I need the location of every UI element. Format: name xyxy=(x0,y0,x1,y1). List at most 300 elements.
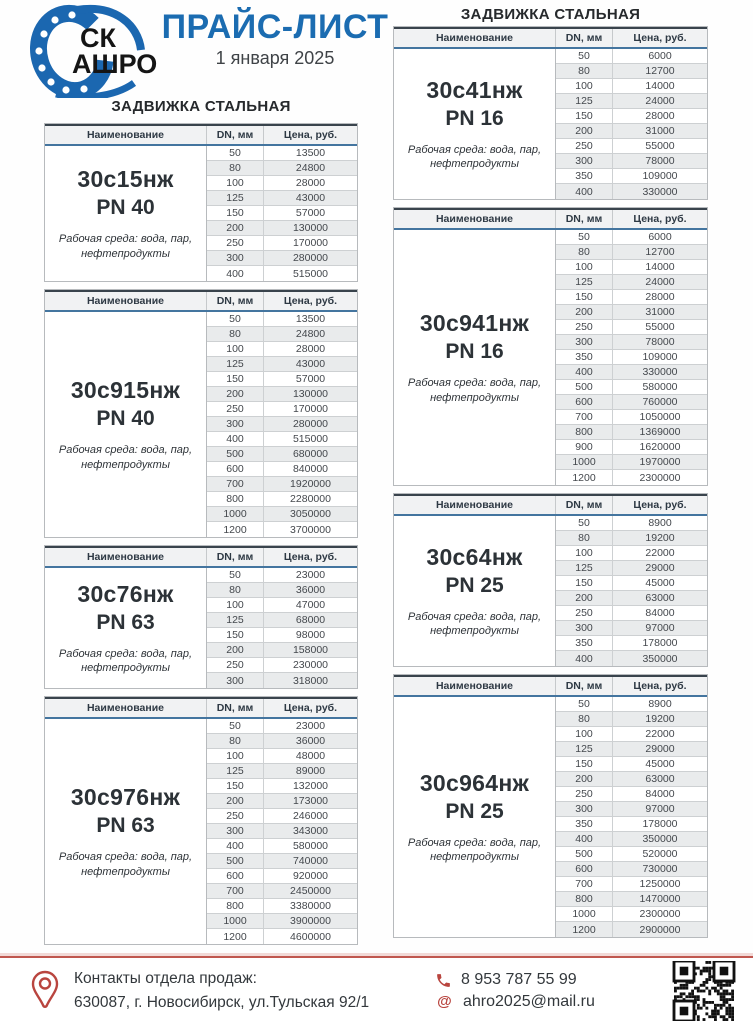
price-value: 2280000 xyxy=(290,493,331,505)
table-header-row xyxy=(394,208,707,230)
price-value: 23000 xyxy=(295,569,326,581)
table-row xyxy=(207,673,357,688)
table-row xyxy=(207,643,357,658)
dn-value: 50 xyxy=(207,568,264,582)
dn-value: 125 xyxy=(207,764,264,778)
table-row xyxy=(207,598,357,613)
price-value: 840000 xyxy=(292,463,329,475)
price-value: 158000 xyxy=(292,644,329,656)
product-table xyxy=(393,26,708,200)
product-pressure-rating: PN 16 xyxy=(445,106,504,130)
column-header-name: Наименование xyxy=(394,496,556,514)
title-block xyxy=(150,8,400,69)
price-value: 24000 xyxy=(645,276,675,288)
price-value: 31000 xyxy=(645,306,675,318)
table-row xyxy=(207,462,357,477)
dn-value: 80 xyxy=(207,734,264,748)
phone-number: 8 953 787 55 99 xyxy=(461,971,577,988)
dn-value: 50 xyxy=(207,146,264,160)
contacts-label: Контакты отдела продаж: xyxy=(74,969,257,987)
product-medium-note: Рабочая среда: вода, пар, нефтепродукты xyxy=(58,647,193,674)
dn-value: 1000 xyxy=(556,907,613,921)
price-value: 55000 xyxy=(645,321,675,333)
table-row xyxy=(207,854,357,869)
product-name: 30с941нж xyxy=(419,310,530,337)
table-row xyxy=(207,266,357,281)
dn-value: 1200 xyxy=(207,522,264,537)
dn-value: 50 xyxy=(207,719,264,733)
column-header-dn: DN, мм xyxy=(556,496,613,514)
dn-value: 100 xyxy=(207,598,264,612)
dn-value: 200 xyxy=(207,794,264,808)
section-title-right: ЗАДВИЖКА СТАЛЬНАЯ xyxy=(460,6,641,23)
product-info-cell xyxy=(45,146,207,281)
dn-value: 80 xyxy=(207,327,264,341)
price-value: 29000 xyxy=(645,743,675,755)
price-value: 920000 xyxy=(292,870,329,882)
dn-value: 200 xyxy=(207,387,264,401)
dn-value: 500 xyxy=(207,854,264,868)
table-row xyxy=(207,794,357,809)
table-body xyxy=(394,516,707,666)
column-header-name: Наименование xyxy=(45,548,207,566)
dn-value: 800 xyxy=(207,899,264,913)
price-value: 170000 xyxy=(292,403,329,415)
product-pressure-rating: PN 63 xyxy=(96,814,155,838)
tables-right xyxy=(393,26,708,938)
price-value: 230000 xyxy=(292,659,329,671)
dn-value: 150 xyxy=(207,206,264,220)
dn-value: 100 xyxy=(207,342,264,356)
price-value: 14000 xyxy=(645,261,675,273)
dn-value: 300 xyxy=(556,154,613,168)
price-value: 3900000 xyxy=(290,915,331,927)
table-row xyxy=(556,802,707,817)
price-value: 97000 xyxy=(645,803,675,815)
price-value: 6000 xyxy=(648,231,672,243)
price-value: 45000 xyxy=(645,577,675,589)
product-name: 30с915нж xyxy=(70,377,181,404)
price-value: 28000 xyxy=(295,177,326,189)
price-value: 84000 xyxy=(645,788,675,800)
table-row xyxy=(556,832,707,847)
table-body xyxy=(394,230,707,485)
dn-value: 150 xyxy=(207,779,264,793)
dn-value: 100 xyxy=(207,176,264,190)
price-rows xyxy=(556,697,707,937)
table-row xyxy=(556,636,707,651)
price-value: 24800 xyxy=(295,328,326,340)
dn-value: 250 xyxy=(207,236,264,250)
table-row xyxy=(556,561,707,576)
product-table xyxy=(393,207,708,486)
table-row xyxy=(207,357,357,372)
table-row xyxy=(207,839,357,854)
table-header-row xyxy=(394,494,707,516)
table-row xyxy=(207,719,357,734)
product-pressure-rating: PN 40 xyxy=(96,407,155,431)
dn-value: 125 xyxy=(207,613,264,627)
price-value: 1470000 xyxy=(639,893,681,905)
table-row xyxy=(556,184,707,199)
table-row xyxy=(207,492,357,507)
price-value: 109000 xyxy=(642,170,678,182)
table-body xyxy=(394,697,707,937)
price-value: 6000 xyxy=(648,50,672,62)
product-medium-note: Рабочая среда: вода, пар, нефтепродукты xyxy=(407,377,542,404)
price-rows xyxy=(207,146,357,281)
table-row xyxy=(207,206,357,221)
dn-value: 1000 xyxy=(207,507,264,521)
location-pin-icon xyxy=(30,970,60,1012)
price-value: 520000 xyxy=(642,848,678,860)
product-table xyxy=(44,545,358,689)
table-row xyxy=(207,734,357,749)
dn-value: 250 xyxy=(207,402,264,416)
dn-value: 800 xyxy=(207,492,264,506)
dn-value: 400 xyxy=(556,365,613,379)
dn-value: 80 xyxy=(207,161,264,175)
price-value: 1050000 xyxy=(639,411,681,423)
table-row xyxy=(556,922,707,937)
dn-value: 300 xyxy=(207,824,264,838)
table-row xyxy=(556,651,707,666)
product-name: 30с64нж xyxy=(426,543,523,570)
column-header-price: Цена, руб. xyxy=(633,32,687,44)
dn-value: 800 xyxy=(556,425,613,439)
dn-value: 500 xyxy=(556,380,613,394)
table-row xyxy=(207,146,357,161)
product-table xyxy=(44,289,358,538)
table-row xyxy=(556,697,707,712)
table-row xyxy=(207,869,357,884)
dn-value: 700 xyxy=(207,477,264,491)
price-value: 78000 xyxy=(645,336,675,348)
price-value: 14000 xyxy=(645,80,675,92)
dn-value: 350 xyxy=(556,817,613,831)
dn-value: 100 xyxy=(556,79,613,93)
product-pressure-rating: PN 25 xyxy=(445,799,504,823)
table-row xyxy=(207,583,357,598)
table-row xyxy=(556,440,707,455)
dn-value: 600 xyxy=(207,462,264,476)
table-row xyxy=(207,628,357,643)
table-row xyxy=(556,109,707,124)
dn-value: 125 xyxy=(207,191,264,205)
product-name: 30с976нж xyxy=(70,784,181,811)
dn-value: 125 xyxy=(556,94,613,108)
price-date: 1 января 2025 xyxy=(215,48,335,68)
dn-value: 250 xyxy=(207,809,264,823)
price-value: 2300000 xyxy=(639,908,681,920)
price-value: 29000 xyxy=(645,562,675,574)
price-value: 760000 xyxy=(642,396,678,408)
price-value: 350000 xyxy=(642,833,678,845)
price-value: 31000 xyxy=(645,125,675,137)
product-name: 30с76нж xyxy=(77,580,174,607)
product-info-cell xyxy=(394,49,556,199)
column-left xyxy=(44,98,358,952)
product-medium-note: Рабочая среда: вода, пар, нефтепродукты xyxy=(58,851,193,878)
price-value: 580000 xyxy=(292,840,329,852)
dn-value: 600 xyxy=(556,862,613,876)
table-row xyxy=(556,275,707,290)
dn-value: 300 xyxy=(556,621,613,635)
table-row xyxy=(207,929,357,944)
column-header-dn: DN, мм xyxy=(556,677,613,695)
column-right xyxy=(393,26,708,945)
table-row xyxy=(207,387,357,402)
price-value: 8900 xyxy=(648,698,672,710)
product-info-cell xyxy=(394,697,556,937)
price-value: 57000 xyxy=(295,373,326,385)
dn-value: 200 xyxy=(207,221,264,235)
price-rows xyxy=(556,49,707,199)
product-pressure-rating: PN 16 xyxy=(445,340,504,364)
table-row xyxy=(556,877,707,892)
dn-value: 1200 xyxy=(207,929,264,944)
logo-text xyxy=(72,23,158,79)
price-value: 48000 xyxy=(295,750,326,762)
price-value: 178000 xyxy=(642,637,678,649)
table-row xyxy=(207,191,357,206)
column-header-dn: DN, мм xyxy=(207,699,264,717)
table-row xyxy=(207,507,357,522)
footer-phone-email-block xyxy=(435,971,655,1011)
price-value: 12700 xyxy=(645,246,675,258)
price-value: 1970000 xyxy=(639,456,681,468)
price-value: 680000 xyxy=(292,448,329,460)
table-row xyxy=(556,576,707,591)
dn-value: 500 xyxy=(207,447,264,461)
price-value: 23000 xyxy=(295,720,326,732)
table-row xyxy=(556,516,707,531)
price-value: 132000 xyxy=(292,780,329,792)
price-value: 2900000 xyxy=(639,923,681,936)
dn-value: 150 xyxy=(556,290,613,304)
dn-value: 80 xyxy=(556,712,613,726)
table-row xyxy=(207,824,357,839)
product-medium-note: Рабочая среда: вода, пар, нефтепродукты xyxy=(407,610,542,637)
table-row xyxy=(556,727,707,742)
column-header-price: Цена, руб. xyxy=(633,680,687,692)
dn-value: 350 xyxy=(556,350,613,364)
table-row xyxy=(556,365,707,380)
table-header-row xyxy=(45,124,357,146)
table-body xyxy=(45,568,357,688)
dn-value: 1200 xyxy=(556,470,613,485)
dn-value: 800 xyxy=(556,892,613,906)
table-row xyxy=(556,470,707,485)
dn-value: 50 xyxy=(556,516,613,530)
column-header-name: Наименование xyxy=(45,699,207,717)
table-row xyxy=(207,522,357,537)
price-value: 63000 xyxy=(645,773,675,785)
price-value: 350000 xyxy=(642,652,678,665)
price-value: 55000 xyxy=(645,140,675,152)
price-value: 24800 xyxy=(295,162,326,174)
price-value: 330000 xyxy=(642,366,678,378)
table-row xyxy=(207,161,357,176)
phone-icon xyxy=(435,972,452,989)
table-row xyxy=(207,342,357,357)
dn-value: 150 xyxy=(556,757,613,771)
table-row xyxy=(207,749,357,764)
dn-value: 100 xyxy=(556,260,613,274)
product-medium-note: Рабочая среда: вода, пар, нефтепродукты xyxy=(407,143,542,170)
table-row xyxy=(556,380,707,395)
table-row xyxy=(207,809,357,824)
column-header-price: Цена, руб. xyxy=(283,129,338,141)
column-header-dn: DN, мм xyxy=(556,29,613,47)
email-row xyxy=(435,992,655,1011)
dn-value: 300 xyxy=(207,673,264,688)
product-info-cell xyxy=(45,719,207,944)
table-row xyxy=(556,320,707,335)
column-header-dn: DN, мм xyxy=(207,292,264,310)
price-value: 28000 xyxy=(645,110,675,122)
dn-value: 250 xyxy=(207,658,264,672)
dn-value: 900 xyxy=(556,440,613,454)
price-rows xyxy=(207,312,357,537)
price-value: 68000 xyxy=(295,614,326,626)
table-row xyxy=(556,49,707,64)
price-value: 2450000 xyxy=(290,885,331,897)
price-value: 740000 xyxy=(292,855,329,867)
table-body xyxy=(45,719,357,944)
product-medium-note: Рабочая среда: вода, пар, нефтепродукты xyxy=(58,444,193,471)
price-value: 178000 xyxy=(642,818,678,830)
dn-value: 250 xyxy=(556,606,613,620)
table-row xyxy=(207,236,357,251)
table-row xyxy=(556,154,707,169)
dn-value: 400 xyxy=(556,184,613,199)
product-pressure-rating: PN 25 xyxy=(445,573,504,597)
price-value: 36000 xyxy=(295,584,326,596)
dn-value: 150 xyxy=(207,628,264,642)
table-row xyxy=(207,251,357,266)
dn-value: 250 xyxy=(556,787,613,801)
address-line: 630087, г. Новосибирск, ул.Тульская 92/1 xyxy=(74,994,370,1011)
dn-value: 400 xyxy=(556,832,613,846)
table-row xyxy=(556,757,707,772)
price-value: 24000 xyxy=(645,95,675,107)
price-value: 12700 xyxy=(645,65,675,77)
dn-value: 600 xyxy=(207,869,264,883)
dn-value: 300 xyxy=(207,251,264,265)
dn-value: 50 xyxy=(556,697,613,711)
table-row xyxy=(207,884,357,899)
table-row xyxy=(207,372,357,387)
column-header-price: Цена, руб. xyxy=(633,499,687,511)
price-value: 173000 xyxy=(292,795,329,807)
dn-value: 400 xyxy=(556,651,613,666)
price-value: 43000 xyxy=(295,192,326,204)
table-row xyxy=(207,568,357,583)
table-row xyxy=(556,305,707,320)
table-row xyxy=(207,658,357,673)
table-header-row xyxy=(45,290,357,312)
price-rows xyxy=(556,516,707,666)
table-row xyxy=(556,455,707,470)
table-row xyxy=(207,402,357,417)
footer-contact-text xyxy=(74,967,369,1015)
table-row xyxy=(207,914,357,929)
price-value: 22000 xyxy=(645,547,675,559)
price-value: 22000 xyxy=(645,728,675,740)
product-table xyxy=(44,123,358,282)
table-body xyxy=(45,146,357,281)
price-value: 730000 xyxy=(642,863,678,875)
logo-line2: АШРО xyxy=(72,48,158,79)
column-header-dn: DN, мм xyxy=(207,126,264,144)
table-row xyxy=(207,899,357,914)
price-value: 109000 xyxy=(642,351,678,363)
table-row xyxy=(207,176,357,191)
table-row xyxy=(207,312,357,327)
table-row xyxy=(207,764,357,779)
column-header-name: Наименование xyxy=(45,126,207,144)
table-row xyxy=(556,79,707,94)
table-row xyxy=(556,290,707,305)
product-pressure-rating: PN 63 xyxy=(96,610,155,634)
dn-value: 125 xyxy=(556,275,613,289)
dn-value: 150 xyxy=(556,576,613,590)
price-value: 1920000 xyxy=(290,478,331,490)
dn-value: 250 xyxy=(556,139,613,153)
table-row xyxy=(556,335,707,350)
price-value: 13500 xyxy=(295,313,326,325)
dn-value: 1000 xyxy=(556,455,613,469)
price-value: 47000 xyxy=(295,599,326,611)
dn-value: 80 xyxy=(556,531,613,545)
product-info-cell xyxy=(45,568,207,688)
table-row xyxy=(556,907,707,922)
product-medium-note: Рабочая среда: вода, пар, нефтепродукты xyxy=(407,836,542,863)
page-title: ПРАЙС-ЛИСТ xyxy=(161,8,389,46)
dn-value: 400 xyxy=(207,432,264,446)
table-row xyxy=(207,327,357,342)
dn-value: 150 xyxy=(207,372,264,386)
dn-value: 50 xyxy=(207,312,264,326)
price-rows xyxy=(556,230,707,485)
price-value: 8900 xyxy=(648,517,672,529)
dn-value: 1200 xyxy=(556,922,613,937)
table-row xyxy=(556,395,707,410)
email-address: ahro2025@mail.ru xyxy=(463,992,595,1010)
phone-row xyxy=(435,971,655,989)
price-value: 3050000 xyxy=(290,508,331,520)
price-value: 1620000 xyxy=(639,441,681,453)
column-header-price: Цена, руб. xyxy=(633,213,687,225)
table-row xyxy=(556,772,707,787)
table-header-row xyxy=(45,697,357,719)
table-row xyxy=(556,410,707,425)
price-rows xyxy=(207,719,357,944)
table-row xyxy=(207,221,357,236)
price-value: 280000 xyxy=(292,252,329,264)
price-value: 19200 xyxy=(645,532,675,544)
price-rows xyxy=(207,568,357,688)
table-row xyxy=(207,779,357,794)
price-value: 84000 xyxy=(645,607,675,619)
column-header-price: Цена, руб. xyxy=(283,295,338,307)
price-value: 28000 xyxy=(645,291,675,303)
table-row xyxy=(556,531,707,546)
table-row xyxy=(556,260,707,275)
product-name: 30с41нж xyxy=(426,76,523,103)
table-row xyxy=(207,477,357,492)
